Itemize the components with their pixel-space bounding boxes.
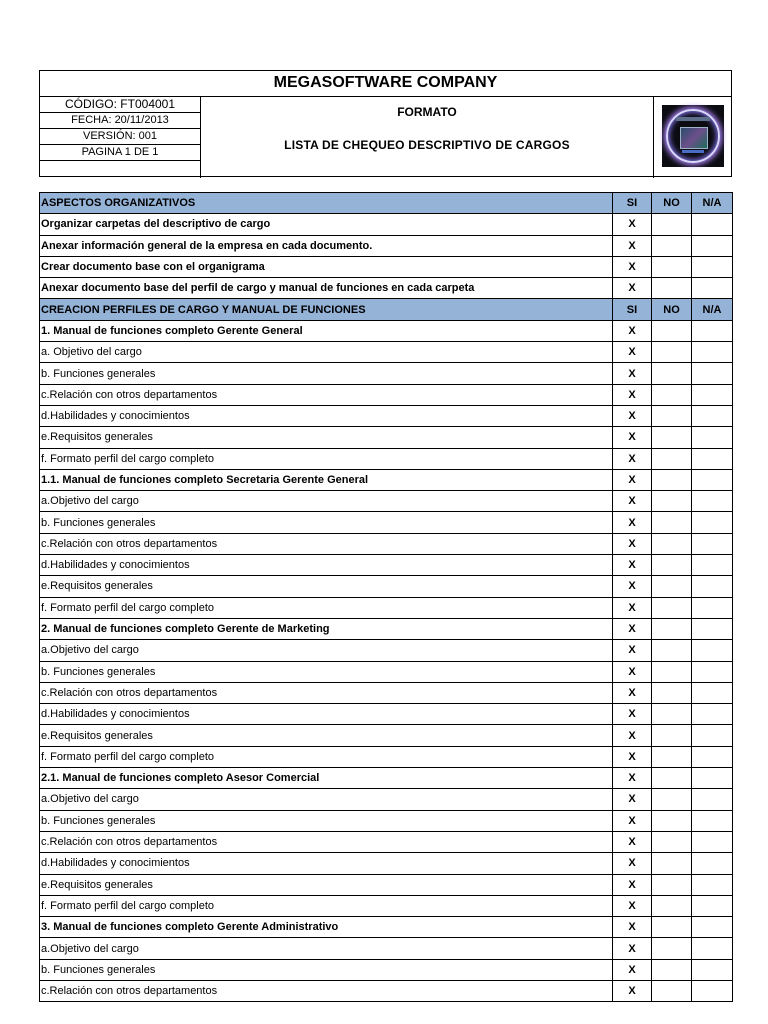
na-mark xyxy=(692,768,733,789)
no-mark xyxy=(652,384,692,405)
na-mark xyxy=(692,938,733,959)
row-description: c.Relación con otros departamentos xyxy=(40,384,613,405)
checklist-row xyxy=(40,853,733,874)
na-mark xyxy=(692,256,733,277)
na-mark xyxy=(692,597,733,618)
checklist-row xyxy=(40,405,733,426)
si-mark: X xyxy=(613,661,652,682)
si-mark: X xyxy=(613,256,652,277)
row-description: b. Funciones generales xyxy=(40,810,613,831)
checklist-row xyxy=(40,789,733,810)
row-description: e.Requisitos generales xyxy=(40,725,613,746)
checklist-row xyxy=(40,810,733,831)
checklist-row xyxy=(40,874,733,895)
na-mark xyxy=(692,448,733,469)
no-mark xyxy=(652,938,692,959)
si-mark: X xyxy=(613,278,652,299)
checklist-row xyxy=(40,512,733,533)
no-mark xyxy=(652,427,692,448)
row-description: 2. Manual de funciones completo Gerente de Marketing xyxy=(40,618,613,639)
version-field: VERSIÓN: 001 xyxy=(40,129,200,145)
si-mark: X xyxy=(613,427,652,448)
document-title: LISTA DE CHEQUEO DESCRIPTIVO DE CARGOS xyxy=(284,138,570,152)
checklist-row xyxy=(40,980,733,1001)
row-description: e.Requisitos generales xyxy=(40,576,613,597)
row-description: a.Objetivo del cargo xyxy=(40,640,613,661)
si-mark: X xyxy=(613,853,652,874)
si-mark: X xyxy=(613,704,652,725)
na-mark xyxy=(692,682,733,703)
row-description: c.Relación con otros departamentos xyxy=(40,533,613,554)
row-description: b. Funciones generales xyxy=(40,512,613,533)
row-description: a. Objetivo del cargo xyxy=(40,342,613,363)
si-mark: X xyxy=(613,320,652,341)
si-mark: X xyxy=(613,342,652,363)
no-mark xyxy=(652,491,692,512)
section-header-row xyxy=(40,193,733,214)
checklist-row xyxy=(40,597,733,618)
checklist-row xyxy=(40,895,733,916)
na-mark xyxy=(692,235,733,256)
no-mark xyxy=(652,342,692,363)
no-mark xyxy=(652,618,692,639)
logo-emblem-icon xyxy=(680,127,708,149)
row-description: d.Habilidades y conocimientos xyxy=(40,853,613,874)
company-name: MEGASOFTWARE COMPANY xyxy=(40,71,731,97)
na-mark xyxy=(692,959,733,980)
na-mark xyxy=(692,491,733,512)
row-description: Anexar información general de la empresa en cada documento. xyxy=(40,235,613,256)
si-mark: X xyxy=(613,491,652,512)
row-description: f. Formato perfil del cargo completo xyxy=(40,448,613,469)
row-description: d.Habilidades y conocimientos xyxy=(40,555,613,576)
no-mark xyxy=(652,746,692,767)
si-mark: X xyxy=(613,938,652,959)
no-mark xyxy=(652,576,692,597)
no-mark xyxy=(652,256,692,277)
na-mark xyxy=(692,746,733,767)
si-header: SI xyxy=(613,299,652,320)
subsection-row xyxy=(40,917,733,938)
row-description: 2.1. Manual de funciones completo Asesor Comercial xyxy=(40,768,613,789)
checklist-row xyxy=(40,640,733,661)
na-mark xyxy=(692,342,733,363)
si-mark: X xyxy=(613,448,652,469)
no-mark xyxy=(652,704,692,725)
si-mark: X xyxy=(613,746,652,767)
si-mark: X xyxy=(613,618,652,639)
si-mark: X xyxy=(613,874,652,895)
na-mark xyxy=(692,853,733,874)
no-mark xyxy=(652,853,692,874)
si-mark: X xyxy=(613,512,652,533)
na-mark xyxy=(692,469,733,490)
row-description: b. Funciones generales xyxy=(40,363,613,384)
row-description: d.Habilidades y conocimientos xyxy=(40,704,613,725)
no-mark xyxy=(652,640,692,661)
row-description: e.Requisitos generales xyxy=(40,874,613,895)
si-mark: X xyxy=(613,917,652,938)
na-mark xyxy=(692,725,733,746)
no-mark xyxy=(652,810,692,831)
row-description: f. Formato perfil del cargo completo xyxy=(40,597,613,618)
document-meta xyxy=(40,97,201,178)
checklist-row xyxy=(40,746,733,767)
si-mark: X xyxy=(613,640,652,661)
si-mark: X xyxy=(613,533,652,554)
na-mark xyxy=(692,405,733,426)
no-mark xyxy=(652,533,692,554)
na-mark xyxy=(692,576,733,597)
checklist-row xyxy=(40,363,733,384)
na-mark xyxy=(692,917,733,938)
checklist-row xyxy=(40,384,733,405)
subsection-row xyxy=(40,618,733,639)
na-header: N/A xyxy=(692,193,733,214)
si-mark: X xyxy=(613,576,652,597)
checklist-table xyxy=(39,192,733,1002)
si-mark: X xyxy=(613,789,652,810)
no-mark xyxy=(652,831,692,852)
row-description: ASPECTOS ORGANIZATIVOS xyxy=(40,193,613,214)
row-description: 1.1. Manual de funciones completo Secretaria Gerente General xyxy=(40,469,613,490)
fecha-field: FECHA: 20/11/2013 xyxy=(40,113,200,129)
no-mark xyxy=(652,448,692,469)
row-description: f. Formato perfil del cargo completo xyxy=(40,895,613,916)
row-description: 3. Manual de funciones completo Gerente Administrativo xyxy=(40,917,613,938)
no-mark xyxy=(652,789,692,810)
checklist-row xyxy=(40,959,733,980)
row-description: Crear documento base con el organigrama xyxy=(40,256,613,277)
na-mark xyxy=(692,363,733,384)
na-mark xyxy=(692,320,733,341)
na-mark xyxy=(692,427,733,448)
subsection-row xyxy=(40,469,733,490)
no-mark xyxy=(652,895,692,916)
no-mark xyxy=(652,235,692,256)
checklist-row xyxy=(40,682,733,703)
si-mark: X xyxy=(613,895,652,916)
no-mark xyxy=(652,320,692,341)
no-mark xyxy=(652,512,692,533)
si-mark: X xyxy=(613,682,652,703)
row-description: e.Requisitos generales xyxy=(40,427,613,448)
si-mark: X xyxy=(613,831,652,852)
checklist-row xyxy=(40,725,733,746)
checklist-row xyxy=(40,938,733,959)
na-mark xyxy=(692,618,733,639)
row-description: 1. Manual de funciones completo Gerente General xyxy=(40,320,613,341)
si-mark: X xyxy=(613,810,652,831)
si-mark: X xyxy=(613,363,652,384)
checklist-body xyxy=(40,193,733,1002)
checklist-row xyxy=(40,427,733,448)
na-mark xyxy=(692,640,733,661)
no-mark xyxy=(652,917,692,938)
na-mark xyxy=(692,874,733,895)
si-mark: X xyxy=(613,214,652,235)
si-mark: X xyxy=(613,384,652,405)
na-header: N/A xyxy=(692,299,733,320)
company-logo xyxy=(662,105,724,167)
row-description: b. Funciones generales xyxy=(40,959,613,980)
row-description: d.Habilidades y conocimientos xyxy=(40,405,613,426)
row-description: a.Objetivo del cargo xyxy=(40,938,613,959)
na-mark xyxy=(692,555,733,576)
subsection-row xyxy=(40,320,733,341)
si-mark: X xyxy=(613,725,652,746)
checklist-row xyxy=(40,342,733,363)
no-mark xyxy=(652,278,692,299)
logo-caption-mark xyxy=(682,150,704,153)
no-mark xyxy=(652,980,692,1001)
formato-label: FORMATO xyxy=(397,105,457,119)
checklist-row xyxy=(40,661,733,682)
na-mark xyxy=(692,980,733,1001)
no-mark xyxy=(652,555,692,576)
na-mark xyxy=(692,278,733,299)
no-mark xyxy=(652,725,692,746)
na-mark xyxy=(692,661,733,682)
checklist-row xyxy=(40,491,733,512)
si-mark: X xyxy=(613,555,652,576)
subsection-row xyxy=(40,768,733,789)
no-mark xyxy=(652,682,692,703)
na-mark xyxy=(692,895,733,916)
checklist-row xyxy=(40,704,733,725)
no-mark xyxy=(652,768,692,789)
row-description: c.Relación con otros departamentos xyxy=(40,682,613,703)
row-description: f. Formato perfil del cargo completo xyxy=(40,746,613,767)
na-mark xyxy=(692,789,733,810)
checklist-row xyxy=(40,448,733,469)
row-description: CREACION PERFILES DE CARGO Y MANUAL DE FUNCIONES xyxy=(40,299,613,320)
no-mark xyxy=(652,874,692,895)
no-header: NO xyxy=(652,299,692,320)
na-mark xyxy=(692,512,733,533)
checklist-row xyxy=(40,831,733,852)
pagina-field: PAGINA 1 DE 1 xyxy=(40,145,200,161)
na-mark xyxy=(692,533,733,554)
si-mark: X xyxy=(613,469,652,490)
row-description: a.Objetivo del cargo xyxy=(40,789,613,810)
row-description: c.Relación con otros departamentos xyxy=(40,980,613,1001)
no-mark xyxy=(652,959,692,980)
si-mark: X xyxy=(613,959,652,980)
section-header-row xyxy=(40,299,733,320)
na-mark xyxy=(692,831,733,852)
codigo-field: CÓDIGO: FT004001 xyxy=(40,97,200,113)
no-mark xyxy=(652,469,692,490)
row-description: b. Funciones generales xyxy=(40,661,613,682)
si-mark: X xyxy=(613,405,652,426)
na-mark xyxy=(692,810,733,831)
no-mark xyxy=(652,405,692,426)
checklist-row xyxy=(40,214,733,235)
no-header: NO xyxy=(652,193,692,214)
si-mark: X xyxy=(613,768,652,789)
checklist-row xyxy=(40,235,733,256)
row-description: c.Relación con otros departamentos xyxy=(40,831,613,852)
si-mark: X xyxy=(613,597,652,618)
row-description: a.Objetivo del cargo xyxy=(40,491,613,512)
no-mark xyxy=(652,661,692,682)
si-header: SI xyxy=(613,193,652,214)
na-mark xyxy=(692,384,733,405)
si-mark: X xyxy=(613,235,652,256)
checklist-row xyxy=(40,278,733,299)
checklist-row xyxy=(40,533,733,554)
no-mark xyxy=(652,363,692,384)
na-mark xyxy=(692,704,733,725)
checklist-row xyxy=(40,576,733,597)
logo-text-mark xyxy=(676,117,710,121)
document-title-block xyxy=(201,97,654,178)
row-description: Organizar carpetas del descriptivo de cargo xyxy=(40,214,613,235)
na-mark xyxy=(692,214,733,235)
no-mark xyxy=(652,214,692,235)
no-mark xyxy=(652,597,692,618)
checklist-row xyxy=(40,555,733,576)
si-mark: X xyxy=(613,980,652,1001)
document-header xyxy=(39,70,732,177)
row-description: Anexar documento base del perfil de cargo y manual de funciones en cada carpeta xyxy=(40,278,613,299)
checklist-row xyxy=(40,256,733,277)
